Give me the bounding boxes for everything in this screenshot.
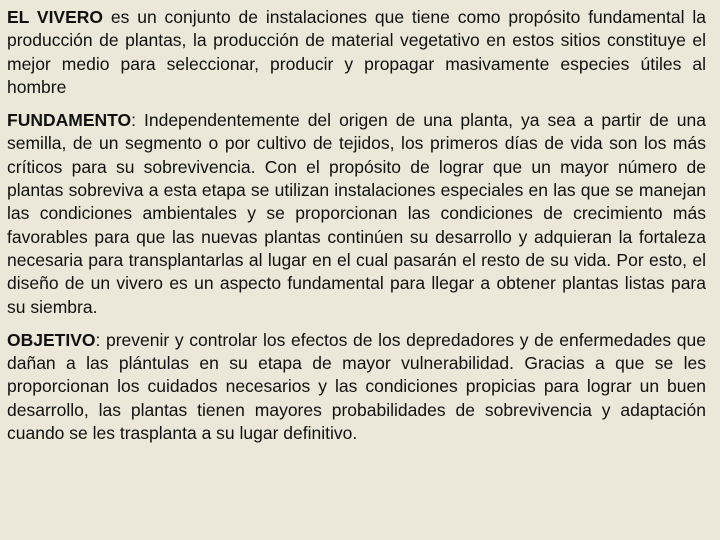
separator-fundamento: :: [131, 110, 144, 131]
term-objetivo: OBJETIVO: [7, 329, 96, 350]
text-objetivo: prevenir y controlar los efectos de los depredadores y de enfermedades que dañan a las plántulas en su etapa de mayor vulnerabilidad. Gracias a que se les proporcionan los cuidados necesarios y las condiciones propicias para lograr un buen desarrollo, las plantas tienen mayores probabilidades de sobrevivencia y adaptación cuando se les trasplanta a su lugar definitivo.: [7, 329, 706, 444]
text-fundamento: Independentemente del origen de una planta, ya sea a partir de una semilla, de un segmento o por cultivo de tejidos, los primeros días de vida son los más críticos para su sobrevivencia. Con el propósito de lograr que un mayor número de plantas sobreviva a esta etapa se utilizan instalaciones especiales en las que se manejan las condiciones ambientales y se proporcionan las condiciones de crecimiento más favorables para que las nuevas plantas continúen su desarrollo y adquieran la fortaleza necesaria para transplantarlas al lugar en el cual pasarán el resto de su vida. Por esto, el diseño de un vivero es un aspecto fundamental para llegar a obtener plantas listas para su siembra.: [7, 110, 706, 317]
document-body: [7, 6, 706, 445]
paragraph-fundamento: [7, 109, 706, 319]
text-vivero: es un conjunto de instalaciones que tiene como propósito fundamental la producción de plantas, la producción de material vegetativo en estos sitios constituye el mejor medio para seleccionar, producir y propagar masivamente especies útiles al hombre: [7, 7, 706, 97]
separator-objetivo: :: [95, 329, 106, 350]
term-fundamento: FUNDAMENTO: [7, 110, 132, 131]
term-vivero: EL VIVERO: [7, 7, 104, 27]
paragraph-vivero: [7, 6, 706, 99]
paragraph-objetivo: [7, 329, 706, 445]
separator-vivero: [103, 7, 111, 27]
